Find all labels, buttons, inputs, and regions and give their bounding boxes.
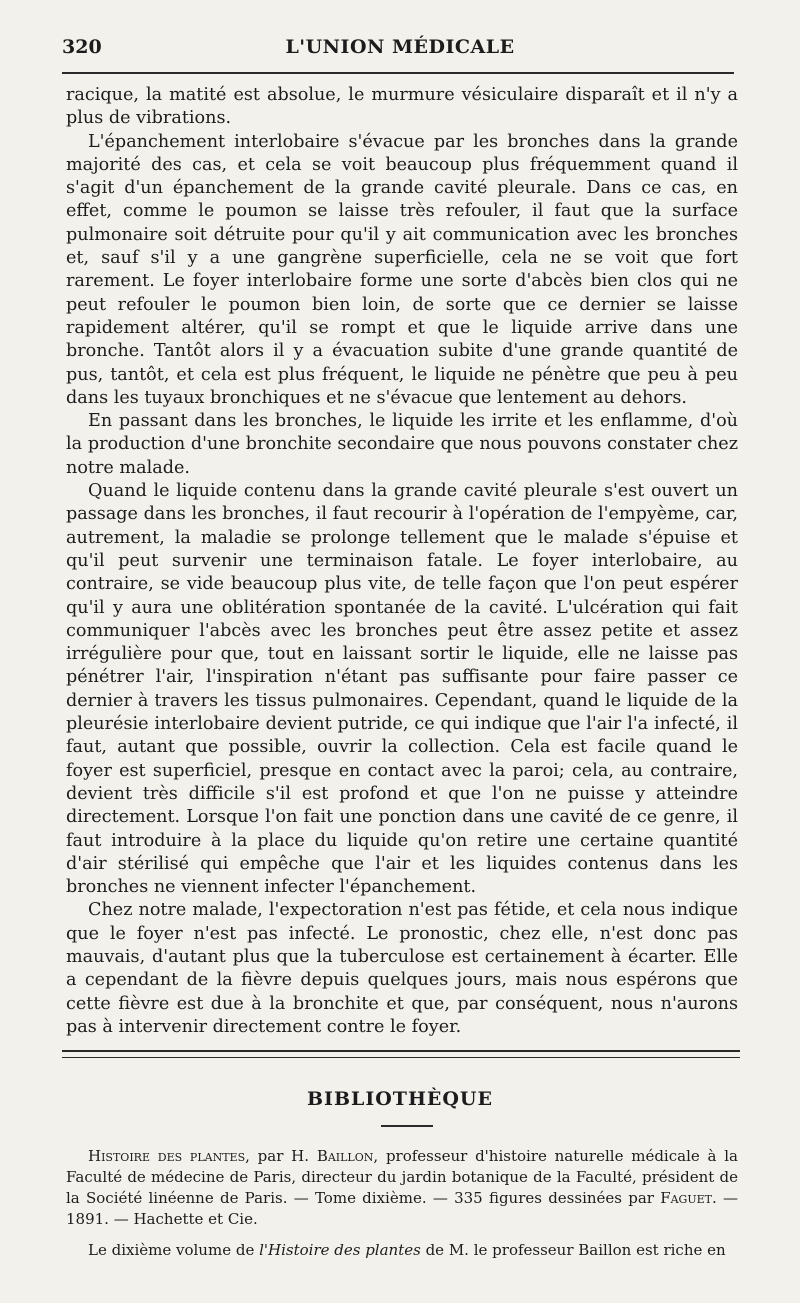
paragraph: L'épanchement interlobaire s'évacue par les bronches dans la grande majorité des cas, et cela se voit beaucoup plus fréquemment quand il s'agit d'un épanchement de la grande cavité pleurale. Dans ce cas, en effet, comme le poumon se laisse très refouler, il faut que la surface pulmonaire soit détruite pour qu'il y ait communication avec les bronches et, sauf s'il y a une gangrène superficielle, cela ne se voit que fort rarement. Le foyer interlobaire forme une sorte d'abcès bien clos qui ne peut refouler le poumon bien loin, de sorte que ce dernier se laisse rapidement altérer, qu'il se rompt et que le liquide arrive dans une bronche. Tantôt alors il y a évacuation subite d'une grande quantité de pus, tantôt, et cela est plus fréquent, le liquide ne pénètre que peu à peu dans les tuyaux bronchiques et ne s'évacue que lentement au dehors.: [66, 131, 738, 408]
book-illustrator: Faguet: [660, 1189, 712, 1207]
running-title: L'UNION MÉDICALE: [285, 36, 515, 58]
paragraph: Quand le liquide contenu dans la grande cavité pleurale s'est ouvert un passage dans les bronches, il faut recourir à l'opération de l'empyème, car, autrement, la maladie se prolonge tellement que le malade s'épuise et qu'il peut survenir une terminaison fatale. Le foyer interlobaire, au contraire, se vide beaucoup plus vite, de telle façon que l'on peut espérer qu'il y aura une oblitération spontanée de la cavité. L'ulcération qui fait communiquer l'abcès avec les bronches peut être assez petite et assez irrégulière pour que, tout en laissant sortir le liquide, elle ne laisse pas pénétrer l'air, l'inspiration n'étant pas suffisante pour faire passer ce dernier à travers les tissus pulmonaires. Cependant, quand le liquide de la pleurésie interlobaire devient putride, ce qui indique que l'air l'a infecté, il faut, autant que possible, ouvrir la collection. Cela est facile quand le foyer est superficiel, presque en contact avec la paroi; cela, au contraire, devient très difficile s'il est profond et que l'on ne puisse y atteindre directement. Lorsque l'on fait une ponction dans une cavité de ce genre, il faut introduire à la place du liquide qu'on retire une certaine quantité d'air stérilisé qui empêche que l'air et les liquides contenus dans les bronches ne viennent infecter l'épanchement.: [66, 481, 738, 898]
bibliography-entry: [66, 1146, 738, 1230]
page-number: 320: [62, 36, 102, 58]
book-description: , professeur d'histoire naturelle médicale à la Faculté de médecine de Paris, directeur du jardin botanique de la Faculté, président de la Société linéenne de Paris. — Tome dixième. — 335 figures dessinées par: [66, 1147, 739, 1207]
header-rule: [62, 72, 734, 74]
paragraph: Chez notre malade, l'expectoration n'est pas fétide, et cela nous indique que le foyer n'est pas infecté. Le pronostic, chez elle, n'est donc pas mauvais, d'autant plus que la tuberculose est certainement à écarter. Elle a cependant de la fièvre depuis quelques jours, mais nous espérons que cette fièvre est due à la bronchite et que, par conséquent, nous n'aurons pas à intervenir directement contre le foyer.: [66, 900, 738, 1037]
review-paragraph: [66, 1240, 738, 1261]
section-divider: [62, 1050, 740, 1058]
review-suffix: de M. le professeur Baillon est riche en: [420, 1241, 726, 1259]
bibliography-section: [66, 1146, 738, 1261]
section-title-rule: [381, 1125, 433, 1127]
book-author: Baillon: [316, 1147, 374, 1165]
book-publication: . — 1891. — Hachette et Cie.: [66, 1189, 738, 1228]
article-body: [66, 84, 738, 1039]
review-prefix: Le dixième volume de: [88, 1241, 260, 1259]
book-title: Histoire des plantes: [88, 1147, 246, 1165]
paragraph: racique, la matité est absolue, le murmure vésiculaire disparaît et il n'y a plus de vibrations.: [66, 85, 738, 129]
section-title: BIBLIOTHÈQUE: [307, 1088, 493, 1110]
page-header: [62, 34, 738, 66]
entry-by: , par H.: [245, 1147, 317, 1165]
review-book-title: l'Histoire des plantes: [259, 1241, 421, 1259]
paragraph: En passant dans les bronches, le liquide les irrite et les enflamme, d'où la production d'une bronchite secondaire que nous pouvons constater chez notre malade.: [66, 411, 738, 478]
